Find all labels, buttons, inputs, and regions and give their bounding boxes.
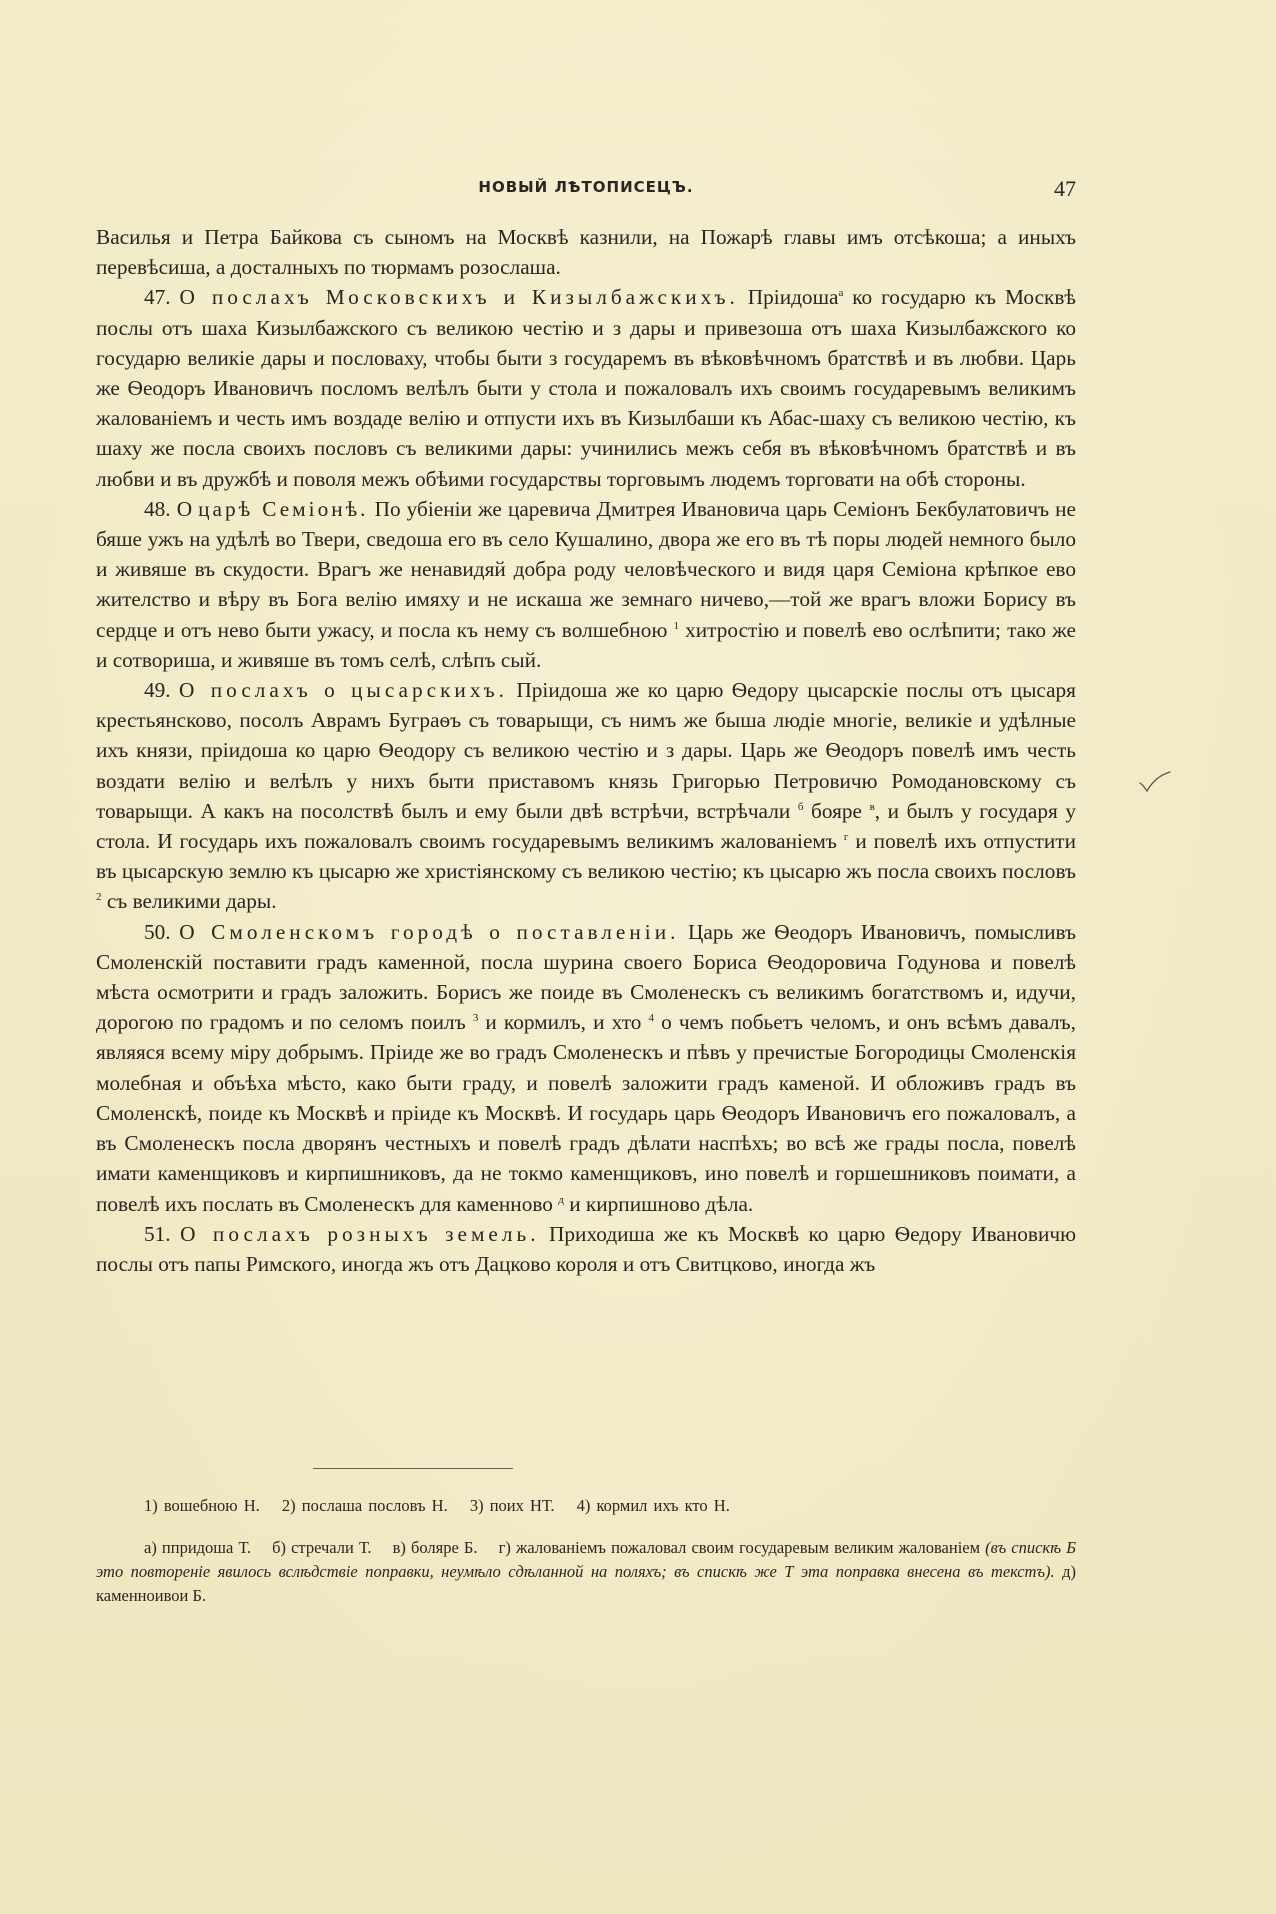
section-heading: царѣ Семіонѣ. (198, 496, 369, 521)
footnote-g-note: (въ спискѣ Б это повтореніе явилось вслѣдствіе поправки, неумѣло сдѣланной на поляхъ; въ спискѣ же Т эта поправка внесена въ текстъ). (96, 1538, 1076, 1581)
paragraph-text: бояре (811, 798, 862, 823)
footnote-divider (313, 1468, 513, 1469)
section-heading: О (176, 496, 193, 521)
section-number: 49. (144, 678, 171, 703)
footnote-g: г) жалованіемъ пожаловал своим государевым великим жалованіем (498, 1538, 981, 1557)
page-number: 47 (1054, 176, 1076, 201)
paragraph-text: Пріидоша (747, 285, 839, 310)
paragraph-48 (96, 494, 1076, 675)
footnote-1: 1) вошебною Н. (144, 1496, 260, 1515)
footnote-b: б) стречали Т. (272, 1538, 372, 1557)
paragraph-text: Василья и Петра Байкова съ сыномъ на Москвѣ казнили, на Пожарѣ главы имъ отсѣкоша; а иныхъ перевѣсиша, а досталныхъ по тюрмамъ розослаша. (96, 225, 1076, 280)
footnote-ref: г (843, 830, 849, 843)
paragraph-47 (96, 282, 1076, 493)
paragraph-text: и кормилъ, и хто (485, 1010, 642, 1035)
running-title: НОВЫЙ ЛѢТОПИСЕЦЪ. (478, 178, 694, 196)
paragraph-text: о чемъ побьетъ челомъ, и онъ всѣмъ давалъ, являяся всему міру добрымъ. Пріиде же во градъ Смоленескъ и пѣвъ у пречистые Богородицы Смоленскія молебная и объѣха мѣсто, како быти граду, и повелѣ заложити градъ каменой. И обложивъ градъ въ Смоленскѣ, поиде къ Москвѣ и пріиде къ Москвѣ. И государь царь Ѳеодоръ Ивановичъ его пожаловалъ, а въ Смоленескъ посла дворянъ честныхъ и повелѣ градъ дѣлати наспѣхъ; во всѣ же грады посла, повелѣ имати каменщиковъ и кирпишниковъ, да не токмо каменщиковъ, ино повелѣ и горшешниковъ поимати, а повелѣ ихъ послать въ Смоленескъ для каменново (96, 1010, 1076, 1216)
section-heading: О послахъ Московскихъ и Кизылбажскихъ. (179, 285, 739, 310)
section-heading: О послахъ о цысарскихъ. (179, 678, 509, 703)
footnote-a: а) ппридоша Т. (144, 1538, 251, 1557)
section-number: 47. (144, 285, 171, 310)
paragraph-text: Пріидоша же ко царю Ѳедору цысарскіе послы отъ цысаря крестьянсково, посолъ Аврамъ Буграѳъ съ товарыщи, съ нимъ же быша людіе многіе, великіе и удѣлные ихъ князи, пріидоша ко царю Ѳеодору съ великою честію и з дары. Царь же Ѳеодоръ повелѣ имъ честь воздати велію и велѣлъ у нихъ быти приставомъ князь Григорью Петровичю Ромодановскому съ товарыщи. А какъ на посолствѣ былъ и ему были двѣ встрѣчи, встрѣчали (96, 678, 1076, 823)
paragraph-text: Приходиша же къ Москвѣ ко царю Ѳедору Ивановичю послы отъ папы Римского, иногда жъ отъ Дацково короля и отъ Свитцково, иногда жъ (96, 1221, 1076, 1276)
footnote-ref: 1 (673, 619, 679, 632)
footnote-ref: а (838, 287, 844, 300)
footnote-d: д) каменноивои Б. (96, 1562, 1076, 1605)
section-heading: О Смоленскомъ городѣ о поставленіи. (179, 919, 680, 944)
footnote-v: в) боляре Б. (392, 1538, 478, 1557)
paragraph-text: Царь же Ѳеодоръ Ивановичъ, помысливъ Смоленскій поставити градъ каменной, посла шурина своего Бориса Ѳеодоровича Годунова и повелѣ мѣста осмотрити и градъ заложить. Борисъ же поиде въ Смоленескъ съ великимъ богатствомъ и, идучи, дорогою по градомъ и по селомъ поилъ (96, 919, 1077, 1035)
paragraph-text: ко государю къ Москвѣ послы отъ шаха Кизылбажского съ великою честію и з дары и привезоша отъ шаха Кизылбажского ко государю великіе дары и пословаху, чтобы быти з государемъ въ вѣковѣчномъ братствѣ и въ любви. Царь же Ѳеодоръ Ивановичъ посломъ велѣлъ быти у стола и пожаловалъ ихъ своимъ государевымъ великимъ жалованіемъ и честь имъ воздаде велію и отпусти ихъ въ Кизылбаши къ Абас-шаху съ великою честію, къ шаху же посла своихъ пословъ съ великими дары: учинились межъ себя въ вѣковѣчномъ братствѣ и въ любви и въ дружбѣ и поволя межъ обѣими государствы торговымъ людемъ торговати на обѣ стороны. (96, 285, 1076, 491)
footnote-ref: 3 (472, 1012, 479, 1025)
section-number: 48. (144, 496, 171, 521)
footnote-ref: в (869, 800, 875, 813)
footnotes-letters (96, 1536, 1076, 1608)
section-heading: О послахъ розныхъ земель. (180, 1221, 540, 1246)
footnote-3: 3) поих НТ. (469, 1496, 555, 1515)
paragraph-49 (96, 675, 1076, 917)
paragraph-text: По убіеніи же царевича Дмитрея Ивановича царь Семіонъ Бекбулатовичъ не бяше ужъ на удѣлѣ во Твери, сведоша его въ село Кушалино, двора же его въ тѣ поры людей немного было и живяше въ скудости. Врагъ же ненавидяй добра роду человѣческого и видя царя Семіона крѣпкое ево жителство и вѣру въ Бога велію имяху и не искаша же земнаго ничево,—той же врагъ вложи Борису въ сердце и отъ нево быти ужасу, и посла къ нему съ волшебною (96, 496, 1077, 642)
footnote-ref: д (558, 1193, 564, 1206)
section-number: 51. (144, 1221, 171, 1246)
footnotes-numeric (96, 1494, 1076, 1518)
paragraph-51 (96, 1219, 1076, 1279)
paragraph-continuation (96, 222, 1076, 282)
main-text (96, 222, 1076, 1279)
footnote-ref: 2 (96, 891, 102, 904)
section-number: 50. (144, 919, 171, 944)
paragraph-50 (96, 917, 1076, 1219)
footnote-ref: 4 (648, 1012, 655, 1025)
footnote-ref: б (797, 800, 804, 813)
paragraph-text: , и былъ у государя у стола. И государь ихъ пожаловалъ своимъ государевымъ великимъ жалованіемъ (96, 798, 1077, 854)
footnote-2: 2) послаша пословъ Н. (281, 1496, 448, 1515)
footnote-4: 4) кормил ихъ кто Н. (576, 1496, 730, 1515)
checkmark-icon (1138, 770, 1172, 794)
paragraph-text: и кирпишново дѣла. (569, 1191, 754, 1216)
paragraph-text: и повелѣ ихъ отпустити въ цысарскую землю къ цысарю же христіянскому съ великою честію; къ цысарю жъ посла своихъ пословъ (96, 829, 1077, 884)
running-header (96, 178, 1076, 204)
paragraph-text: хитростію и повелѣ ево ослѣпити; тако же и сотвориша, и живяше въ томъ селѣ, слѣпъ сый. (96, 617, 1077, 672)
paragraph-text: съ великими дары. (106, 889, 277, 914)
